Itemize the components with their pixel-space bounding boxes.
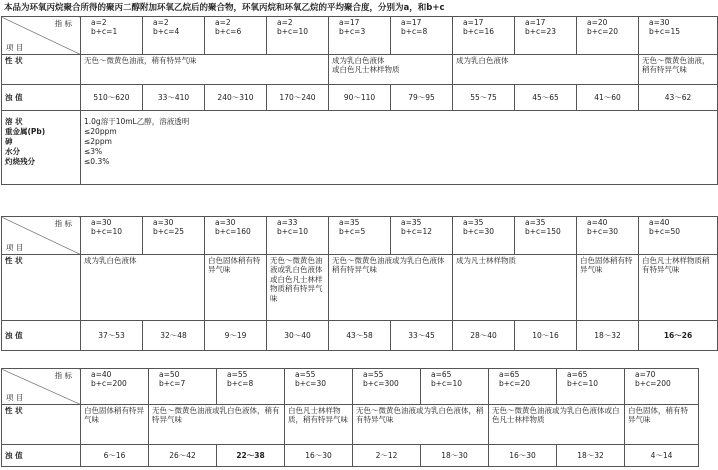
- col-header: a=55 b+c=8: [217, 369, 285, 405]
- col-header: a=17 b+c=23: [515, 17, 577, 55]
- xingzhuang-cell: 成为乳白色液体: [453, 55, 639, 85]
- zhuodian-cell: 43～58: [329, 321, 391, 351]
- xingzhuang-cell: 白色固体，稍有特异气味: [625, 405, 699, 445]
- zhuodian-cell: 18～30: [421, 445, 489, 467]
- zhuodian-cell: 18～32: [557, 445, 625, 467]
- header-diagonal-cell: [2, 217, 81, 255]
- zhuodian-cell: 33～45: [391, 321, 453, 351]
- row-label-zhuodian: 浊 值: [2, 85, 81, 111]
- zhuodian-cell: 2～12: [353, 445, 421, 467]
- spec-labels: 溶 状 重金属(Pb) 砷 水分 灼烧残分: [2, 111, 81, 185]
- header-diagonal-cell: [2, 17, 81, 55]
- col-header: a=35 b+c=12: [391, 217, 453, 255]
- col-header: a=33 b+c=10: [267, 217, 329, 255]
- col-header: a=50 b+c=7: [149, 369, 217, 405]
- zhuodian-cell: 55～75: [453, 85, 515, 111]
- col-header: a=40 b+c=50: [639, 217, 718, 255]
- zhuodian-cell: 170～240: [267, 85, 329, 111]
- zhuodian-cell: 43～62: [639, 85, 718, 111]
- zhuodian-cell: 16～30: [489, 445, 557, 467]
- col-header: a=17 b+c=8: [391, 17, 453, 55]
- header-zhibiao: 指 标: [54, 19, 72, 28]
- col-header: a=40 b+c=200: [81, 369, 149, 405]
- xingzhuang-cell: 无色～微黄色油液或为乳白色液体或白色凡士林样物质: [489, 405, 625, 445]
- col-header: a=65 b+c=20: [489, 369, 557, 405]
- xingzhuang-cell: 成为凡士林样物质: [453, 255, 577, 321]
- col-header: a=20 b+c=20: [577, 17, 639, 55]
- zhuodian-cell: 18～32: [577, 321, 639, 351]
- row-label-xingzhuang: 性 状: [2, 55, 81, 85]
- zhuodian-cell: 9～19: [205, 321, 267, 351]
- col-header: a=2 b+c=1: [81, 17, 143, 55]
- zhuodian-cell: 90～110: [329, 85, 391, 111]
- zhuodian-cell: 41～60: [577, 85, 639, 111]
- header-zhibiao: 指 标: [54, 371, 72, 380]
- xingzhuang-cell: 白色固体稍有特异气味: [81, 405, 149, 445]
- xingzhuang-cell: 无色～微黄色油液或乳白色液体或白色凡士林样物质稍有特异气味: [267, 255, 329, 321]
- zhuodian-cell: 45～65: [515, 85, 577, 111]
- col-header: a=30 b+c=10: [81, 217, 143, 255]
- xingzhuang-cell: 无色～微黄色油液或为乳白色液体稍有特异气味: [329, 255, 453, 321]
- zhuodian-cell: 240～310: [205, 85, 267, 111]
- xingzhuang-cell: 无色～微黄色油液，稍有特异气味: [81, 55, 329, 85]
- row-label-zhuodian: 浊 值: [2, 321, 81, 351]
- xingzhuang-cell: 白色固体稍有特异气味: [577, 255, 639, 321]
- zhuodian-cell: 16～26: [639, 321, 718, 351]
- zhuodian-cell: 79～95: [391, 85, 453, 111]
- intro-text: 本品为环氧丙烷聚合所得的聚丙二醇附加环氧乙烷后的聚合物，环氧丙烷和环氧乙烷的平均聚合度，分别为a，和b+c: [4, 3, 445, 13]
- xingzhuang-cell: 成为乳白色液体: [81, 255, 205, 321]
- col-header: a=35 b+c=30: [453, 217, 515, 255]
- xingzhuang-cell: 成为乳白色液体 或白色凡士林样物质: [329, 55, 453, 85]
- xingzhuang-cell: 白色凡士林样物质，稍有特异气味: [285, 405, 353, 445]
- col-header: a=65 b+c=10: [557, 369, 625, 405]
- row-label-zhuodian: 浊 值: [2, 445, 81, 467]
- xingzhuang-cell: 白色固体稍有特异气味: [205, 255, 267, 321]
- col-header: a=30 b+c=25: [143, 217, 205, 255]
- zhuodian-cell: 30～40: [267, 321, 329, 351]
- row-label-xingzhuang: 性 状: [2, 405, 81, 445]
- zhuodian-cell: 4～14: [625, 445, 699, 467]
- col-header: a=55 b+c=300: [353, 369, 421, 405]
- col-header: a=17 b+c=3: [329, 17, 391, 55]
- col-header: a=40 b+c=30: [577, 217, 639, 255]
- xingzhuang-cell: 无色～微黄色油液，稍有特异气味: [639, 55, 718, 85]
- zhuodian-cell: 6～16: [81, 445, 149, 467]
- col-header: a=2 b+c=6: [205, 17, 267, 55]
- zhuodian-cell: 510～620: [81, 85, 143, 111]
- zhuodian-cell: 22～38: [217, 445, 285, 467]
- zhuodian-cell: 26～42: [149, 445, 217, 467]
- header-xiangmu: 项 目: [6, 42, 24, 52]
- col-header: a=30 b+c=15: [639, 17, 718, 55]
- col-header: a=2 b+c=4: [143, 17, 205, 55]
- xingzhuang-cell: 无色～微黄色油液或为乳白色液体，稍有特异气味: [353, 405, 489, 445]
- xingzhuang-cell: 白色凡士林样物质稍有特异气味: [639, 255, 718, 321]
- col-header: a=17 b+c=16: [453, 17, 515, 55]
- col-header: a=2 b+c=10: [267, 17, 329, 55]
- spec-table-2: [1, 216, 718, 351]
- zhuodian-cell: 32～48: [143, 321, 205, 351]
- header-zhibiao: 指 标: [54, 219, 72, 228]
- col-header: a=55 b+c=30: [285, 369, 353, 405]
- col-header: a=30 b+c=160: [205, 217, 267, 255]
- zhuodian-cell: 16～30: [285, 445, 353, 467]
- xingzhuang-cell: 无色～微黄色油液或乳白色液体，稍有特异气味: [149, 405, 285, 445]
- spec-values: 1.0g溶于10mL乙醇，溶液透明 ≤20ppm ≤2ppm ≤3% ≤0.3%: [81, 111, 718, 185]
- zhuodian-cell: 10～16: [515, 321, 577, 351]
- spec-table-1: [1, 16, 718, 185]
- zhuodian-cell: 28～40: [453, 321, 515, 351]
- col-header: a=35 b+c=150: [515, 217, 577, 255]
- col-header: a=35 b+c=5: [329, 217, 391, 255]
- zhuodian-cell: 37～53: [81, 321, 143, 351]
- header-xiangmu: 项 目: [6, 392, 24, 402]
- spec-table-3: [1, 368, 699, 467]
- col-header: a=70 b+c=200: [625, 369, 699, 405]
- col-header: a=65 b+c=10: [421, 369, 489, 405]
- header-xiangmu: 项 目: [6, 242, 24, 252]
- row-label-xingzhuang: 性 状: [2, 255, 81, 321]
- zhuodian-cell: 33～410: [143, 85, 205, 111]
- header-diagonal-cell: [2, 369, 81, 405]
